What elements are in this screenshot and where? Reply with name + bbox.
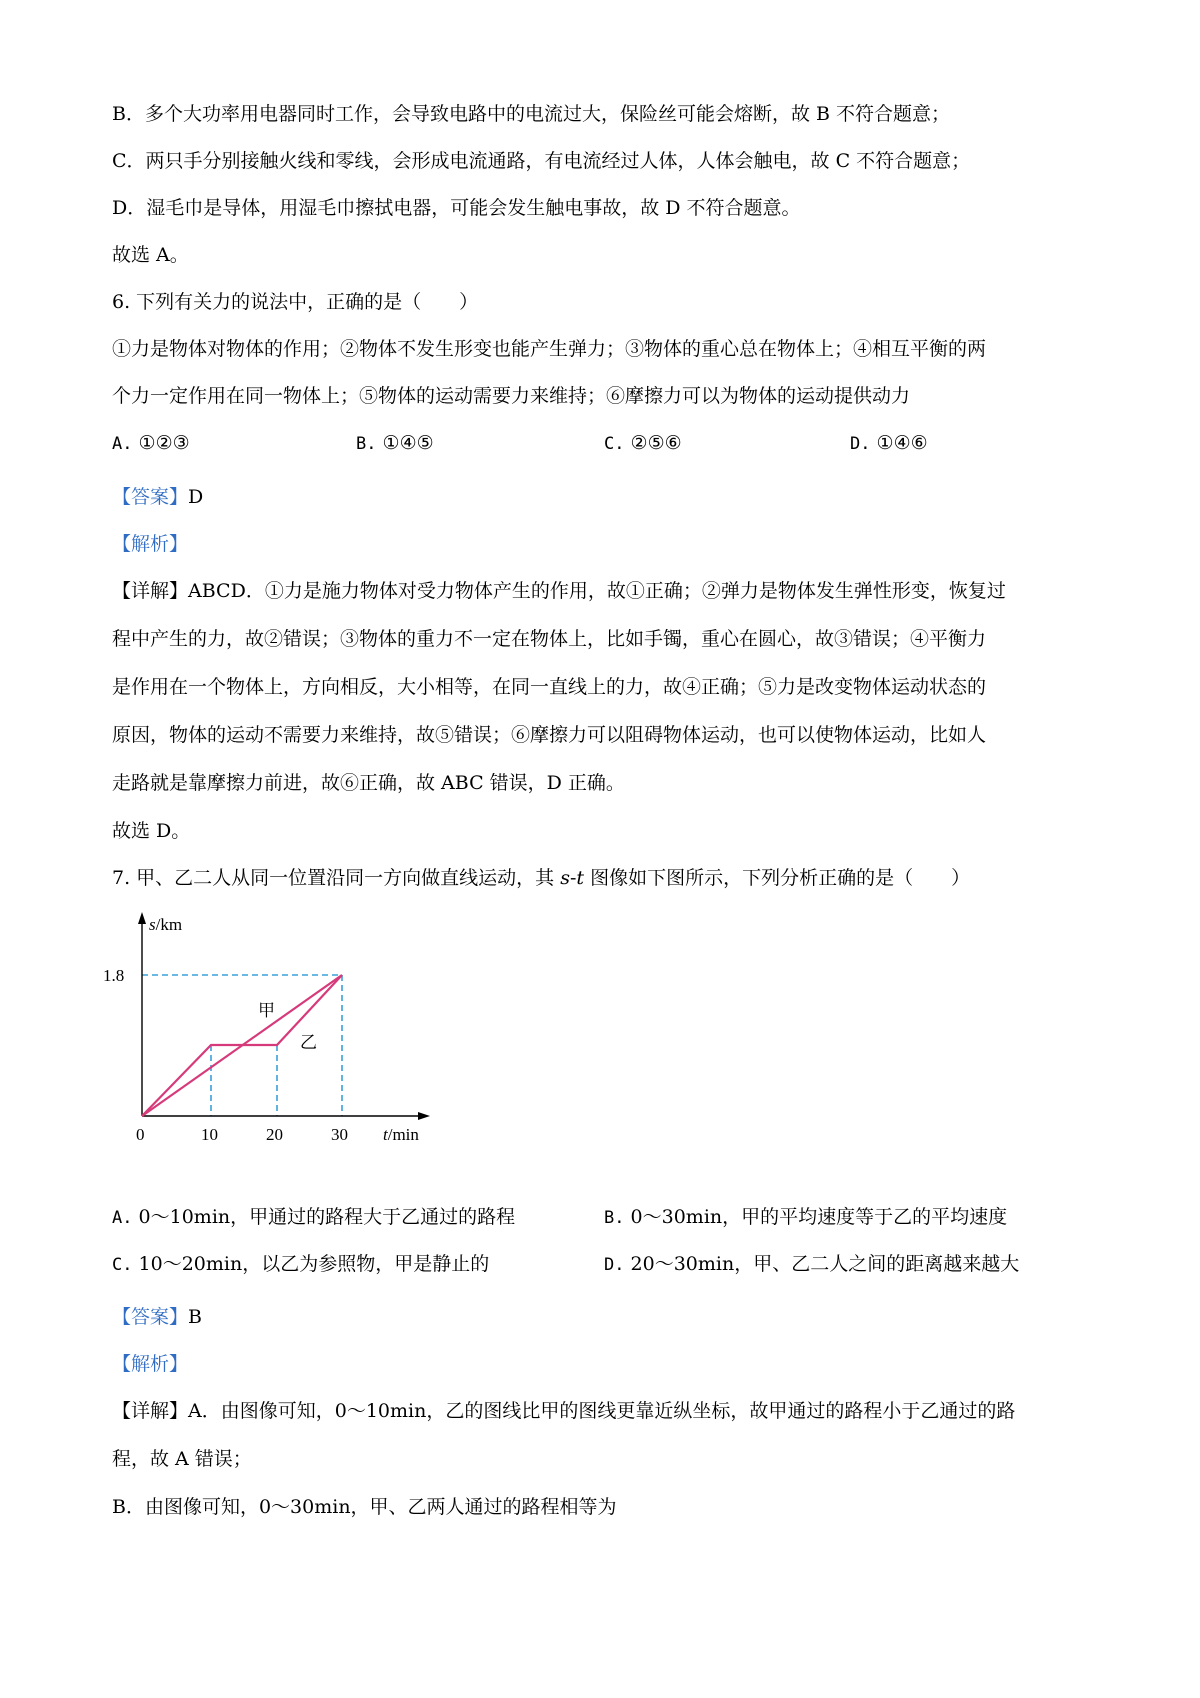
x-tick-10: 10 (201, 1125, 218, 1144)
x-axis-arrow (418, 1112, 430, 1120)
text-line: C．两只手分别接触火线和零线，会形成电流通路，有电流经过人体，人体会触电，故 C 不符合题意； (112, 150, 971, 172)
option-d (850, 430, 928, 457)
analysis-tag (112, 531, 188, 557)
question-6-stem: 6. 下列有关力的说法中，正确的是（ ） (112, 291, 479, 313)
option-text: ①④⑥ (876, 432, 928, 454)
option-label: C. (604, 434, 625, 454)
option-label: B. (604, 1208, 625, 1228)
choose-line: 故选 A。 (112, 244, 189, 266)
s-t-graph (100, 900, 440, 1150)
choose-line: 故选 D。 (112, 820, 191, 842)
question-6-body: 个力一定作用在同一物体上；⑤物体的运动需要力来维持；⑥摩擦力可以为物体的运动提供动力 (112, 385, 911, 407)
answer-line (112, 1304, 202, 1330)
label-jia: 甲 (258, 1001, 275, 1020)
question-7-stem (112, 865, 970, 891)
detail-text: A．由图像可知，0～10min，乙的图线比甲的图线更靠近纵坐标，故甲通过的路程小于乙通过的路 (188, 1400, 1016, 1422)
stem-var-s: s (560, 867, 570, 889)
option-text: 10～20min，以乙为参照物，甲是静止的 (138, 1253, 490, 1275)
option-text: ②⑤⑥ (630, 432, 682, 454)
detail-text: ABCD．①力是施力物体对受力物体产生的作用，故①正确；②弹力是物体发生弹性形变，恢复过 (188, 580, 1006, 602)
option-b (604, 1204, 1007, 1231)
option-label: D. (850, 434, 871, 454)
detail-tag: 【详解】 (112, 1400, 189, 1422)
detail-line: 程，故 A 错误； (112, 1448, 252, 1470)
question-6-body: ①力是物体对物体的作用；②物体不发生形变也能产生弹力；③物体的重心总在物体上；④相互平衡的两 (112, 338, 987, 360)
answer-value: D (188, 486, 204, 508)
option-text: 0～10min，甲通过的路程大于乙通过的路程 (138, 1206, 516, 1228)
stem-text: 7. 甲、乙二人从同一位置沿同一方向做直线运动，其 (112, 867, 561, 889)
option-text: ①②③ (138, 432, 190, 454)
option-label: A. (112, 434, 133, 454)
label-yi: 乙 (300, 1033, 317, 1052)
detail-line (112, 1398, 1015, 1424)
stem-text: 图像如下图所示，下列分析正确的是（ ） (584, 867, 971, 889)
option-d (604, 1251, 1019, 1278)
detail-line: B．由图像可知，0～30min，甲、乙两人通过的路程相等为 (112, 1496, 617, 1518)
answer-line (112, 484, 203, 510)
detail-line: 程中产生的力，故②错误；③物体的重力不一定在物体上，比如手镯，重心在圆心，故③错误；④平衡力 (112, 628, 987, 650)
x-tick-0: 0 (136, 1125, 145, 1144)
detail-line: 原因，物体的运动不需要力来维持，故⑤错误；⑥摩擦力可以阻碍物体运动，也可以使物体运动，比如人 (112, 724, 987, 746)
text-line: D．湿毛巾是导体，用湿毛巾擦拭电器，可能会发生触电事故，故 D 不符合题意。 (112, 197, 801, 219)
option-a (112, 1204, 515, 1231)
detail-line: 走路就是靠摩擦力前进，故⑥正确，故 ABC 错误，D 正确。 (112, 772, 625, 794)
x-axis-label: t/min (383, 1125, 419, 1144)
analysis-tag (112, 1351, 188, 1377)
detail-line: 是作用在一个物体上，方向相反，大小相等，在同一直线上的力，故④正确；⑤力是改变物体运动状态的 (112, 676, 987, 698)
answer-tag: 【答案】 (112, 486, 189, 508)
option-label: D. (604, 1255, 625, 1275)
answer-tag: 【答案】 (112, 1306, 189, 1328)
detail-line (112, 578, 1006, 604)
option-text: 0～30min，甲的平均速度等于乙的平均速度 (630, 1206, 1008, 1228)
option-c (112, 1251, 489, 1278)
option-b (356, 430, 434, 457)
option-text: ①④⑤ (382, 432, 434, 454)
y-tick-1-8: 1.8 (103, 966, 125, 985)
analysis-label: 【解析】 (112, 533, 189, 555)
option-label: C. (112, 1255, 133, 1275)
text-line: B．多个大功率用电器同时工作，会导致电路中的电流过大，保险丝可能会熔断，故 B 不符合题意； (112, 103, 951, 125)
stem-dash: - (569, 867, 577, 889)
option-label: A. (112, 1208, 133, 1228)
analysis-label: 【解析】 (112, 1353, 189, 1375)
option-a (112, 430, 190, 457)
option-c (604, 430, 682, 457)
y-axis-label: s/km (149, 915, 183, 934)
detail-tag: 【详解】 (112, 580, 189, 602)
x-tick-30: 30 (331, 1125, 348, 1144)
option-text: 20～30min，甲、乙二人之间的距离越来越大 (630, 1253, 1020, 1275)
x-tick-20: 20 (266, 1125, 283, 1144)
stem-var-t: t (576, 867, 585, 889)
option-label: B. (356, 434, 377, 454)
y-axis-arrow (138, 912, 146, 924)
answer-value: B (188, 1306, 202, 1328)
